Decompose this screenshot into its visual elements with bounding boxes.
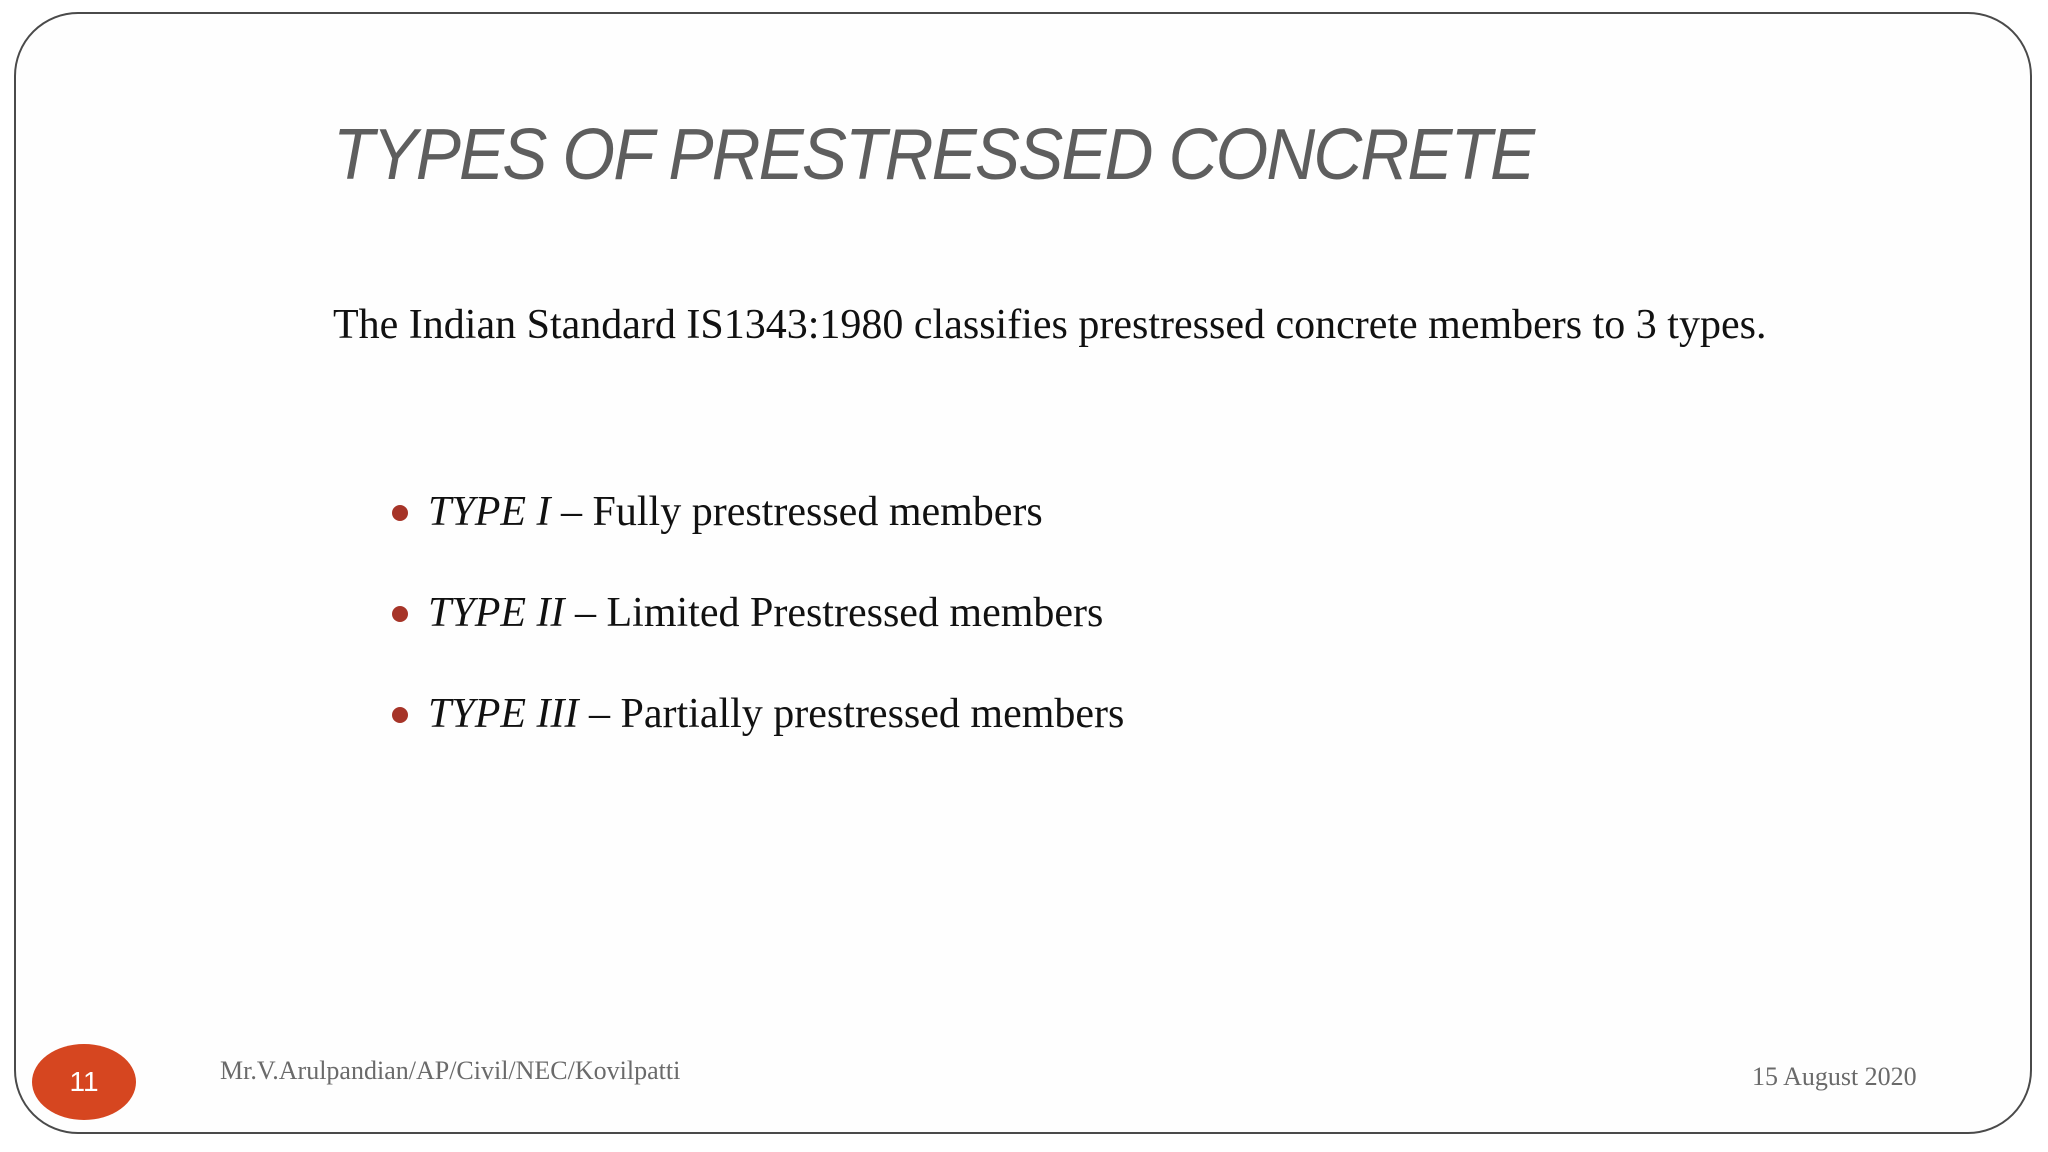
- list-item: [333, 470, 1124, 571]
- types-list: [333, 470, 1124, 773]
- intro-paragraph: The Indian Standard IS1343:1980 classifies prestressed concrete members to 3 types.: [333, 302, 1767, 348]
- type-description: – Fully prestressed members: [550, 489, 1043, 535]
- footer-author: Mr.V.Arulpandian/AP/Civil/NEC/Kovilpatti: [220, 1056, 681, 1085]
- type-label: TYPE I: [428, 489, 551, 535]
- bullet-dot-icon: [392, 505, 408, 521]
- type-description: – Limited Prestressed members: [564, 590, 1104, 636]
- slide-title: TYPES OF PRESTRESSED CONCRETE: [333, 115, 1534, 195]
- page-number-badge: 11: [32, 1044, 136, 1120]
- footer-date: 15 August 2020: [1752, 1062, 1917, 1091]
- list-item: [333, 672, 1124, 773]
- type-description: – Partially prestressed members: [578, 691, 1125, 737]
- list-item: [333, 571, 1124, 672]
- type-label: TYPE III: [428, 691, 579, 737]
- type-label: TYPE II: [428, 590, 565, 636]
- bullet-dot-icon: [392, 707, 408, 723]
- bullet-dot-icon: [392, 606, 408, 622]
